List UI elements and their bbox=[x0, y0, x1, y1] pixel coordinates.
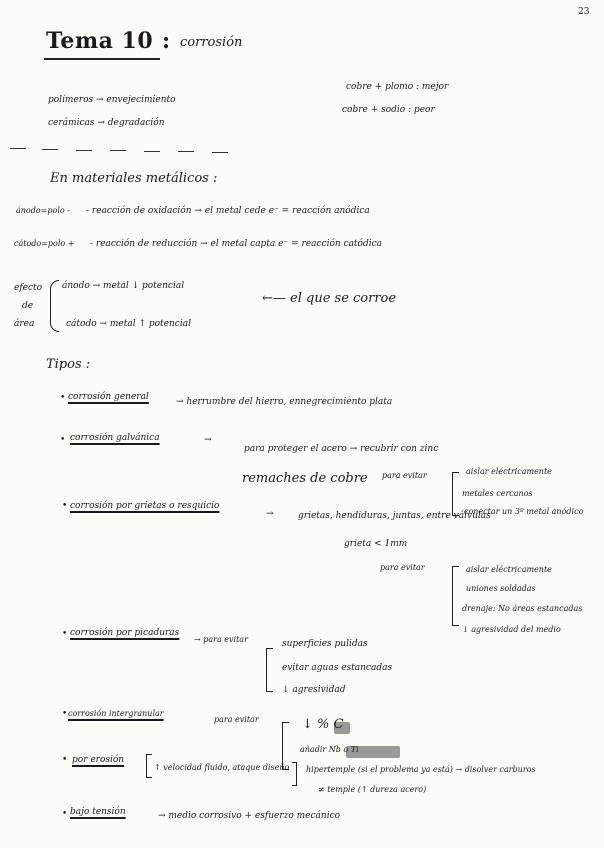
intro-cobre-sodio: cobre + sodio : peor bbox=[342, 105, 435, 115]
grietas-bracket bbox=[452, 566, 459, 626]
picaduras-option-3: ↓ agresividad bbox=[282, 685, 346, 695]
title-colon: : bbox=[162, 28, 171, 54]
efecto-word: efecto bbox=[14, 283, 43, 293]
intergranular-label: corrosión intergranular bbox=[68, 709, 164, 718]
area-anodo: ánodo → metal ↓ potencial bbox=[62, 281, 185, 291]
intergranular-option-2: añadir Nb o Ti bbox=[300, 745, 359, 754]
intergranular-option-3-sub: ≠ temple (↑ dureza acero) bbox=[318, 785, 427, 794]
title-subject: corrosión bbox=[180, 35, 243, 50]
grietas-option-3: drenaje: No áreas estancadas bbox=[462, 604, 583, 613]
galvanica-label: corrosión galvánica bbox=[70, 433, 160, 443]
intro-cobre-plomo: cobre + plomo : mejor bbox=[346, 82, 449, 92]
page-number: 23 bbox=[578, 7, 590, 17]
tipos-heading: Tipos : bbox=[46, 357, 91, 372]
grietas-option-1: aislar eléctricamente bbox=[466, 565, 552, 574]
grietas-option-4: ↓ agresividad del medio bbox=[462, 625, 561, 634]
picaduras-label: corrosión por picaduras bbox=[70, 628, 180, 638]
remaches-text: remaches de cobre bbox=[242, 471, 368, 486]
galvanica-option-2: metales cercanos bbox=[462, 489, 533, 498]
picaduras-bracket bbox=[266, 648, 273, 692]
anodo-text: - reacción de oxidación → el metal cede e⁻ = reacción anódica bbox=[86, 206, 370, 216]
erosion-bracket-text: ↑ velocidad fluido, ataque diseño bbox=[154, 763, 290, 772]
intro-ceramicas: cerámicas → degradación bbox=[48, 118, 165, 128]
erosion-label: por erosión bbox=[72, 755, 125, 765]
grietas-text: grietas, hendiduras, juntas, entre válvulas bbox=[298, 511, 491, 521]
intergranular-para-evitar: para evitar bbox=[214, 715, 259, 724]
area-word: área bbox=[14, 319, 35, 329]
galvanica-para-evitar: para evitar bbox=[382, 471, 427, 480]
galvanica-text: para proteger el acero → recubrir con zinc bbox=[244, 444, 439, 454]
erosion-bracket-right bbox=[292, 762, 297, 786]
picaduras-option-1: superficies pulidas bbox=[282, 639, 368, 649]
anodo-label: ánodo=polo - bbox=[16, 206, 70, 215]
grietas-label: corrosión por grietas o resquicio bbox=[70, 501, 220, 511]
area-brace bbox=[50, 280, 59, 332]
picaduras-option-2: evitar aguas estancadas bbox=[282, 663, 393, 673]
intergranular-option-1: ↓ % C bbox=[302, 717, 344, 732]
metals-heading: En materiales metálicos : bbox=[50, 171, 218, 186]
catodo-text: - reacción de reducción → el metal capta e⁻ = reacción catódica bbox=[90, 239, 383, 249]
erosion-bracket-left bbox=[146, 754, 152, 778]
notebook-page: 23 Tema 10 : corrosión polímeros → envejecimiento cerámicas → degradación cobre + plomo : mejor cobre + sodio : peor En materiales metálicos : ánodo=polo - - reacción de oxidación → el metal cede e⁻ = reacción anódica cátodo=polo + - reacción de reducción → el metal capta e⁻ = reacción catódica efecto de área ánodo → metal ↓ potencial ←— el que se corroe cátodo → metal ↑ potencial Tipos : • corrosión general → herrumbre del hierro, ennegrecimiento plata • corrosión galvánica → para proteger el acero → recubrir con zinc remaches de cobre para evitar aislar eléctricamente metales cercanos conectar un 3º metal anódico • corrosión por grietas o resquicio → grietas, hendiduras, juntas, entre válvulas grieta < 1mm para evitar aislar eléctricamente uniones soldadas drenaje: No áreas estancadas ↓ agresividad del medio • corrosión por picaduras → para evitar superficies pulidas evitar aguas estancadas ↓ agresividad • corrosión intergranular para evitar ↓ % C añadir Nb o Ti hipertemple (si el problema ya está) → disolver carburos ≠ temple (↑ dureza acero) • por erosión ↑ velocidad fluido, ataque diseño • bajo tensión → medio corrosivo + esfuerzo mecánico bbox=[0, 0, 604, 848]
area-arrow-text: ←— el que se corroe bbox=[262, 291, 397, 306]
grietas-option-2: uniones soldadas bbox=[466, 584, 536, 593]
galvanica-arrow: → bbox=[204, 435, 212, 445]
intro-polimeros: polímeros → envejecimiento bbox=[48, 95, 176, 105]
title-underline bbox=[44, 58, 160, 60]
tension-label: bajo tensión bbox=[70, 807, 126, 817]
area-catodo: cátodo → metal ↑ potencial bbox=[66, 319, 191, 329]
galvanica-bracket bbox=[452, 472, 459, 516]
galvanica-option-3: conectar un 3º metal anódico bbox=[464, 507, 584, 516]
catodo-label: cátodo=polo + bbox=[14, 239, 75, 248]
grietas-para-evitar: para evitar bbox=[380, 563, 425, 572]
galvanica-option-1: aislar eléctricamente bbox=[466, 467, 552, 476]
grietas-arrow: → bbox=[266, 509, 274, 519]
title-tema: Tema 10 bbox=[46, 28, 154, 54]
tension-text: → medio corrosivo + esfuerzo mecánico bbox=[158, 811, 341, 821]
general-label: corrosión general bbox=[68, 392, 149, 402]
picaduras-text: → para evitar bbox=[194, 635, 248, 644]
de-word: de bbox=[22, 301, 34, 311]
intergranular-option-3: hipertemple (si el problema ya está) → disolver carburos bbox=[306, 765, 536, 774]
general-text: → herrumbre del hierro, ennegrecimiento plata bbox=[176, 397, 393, 407]
grieta-size: grieta < 1mm bbox=[344, 539, 408, 549]
